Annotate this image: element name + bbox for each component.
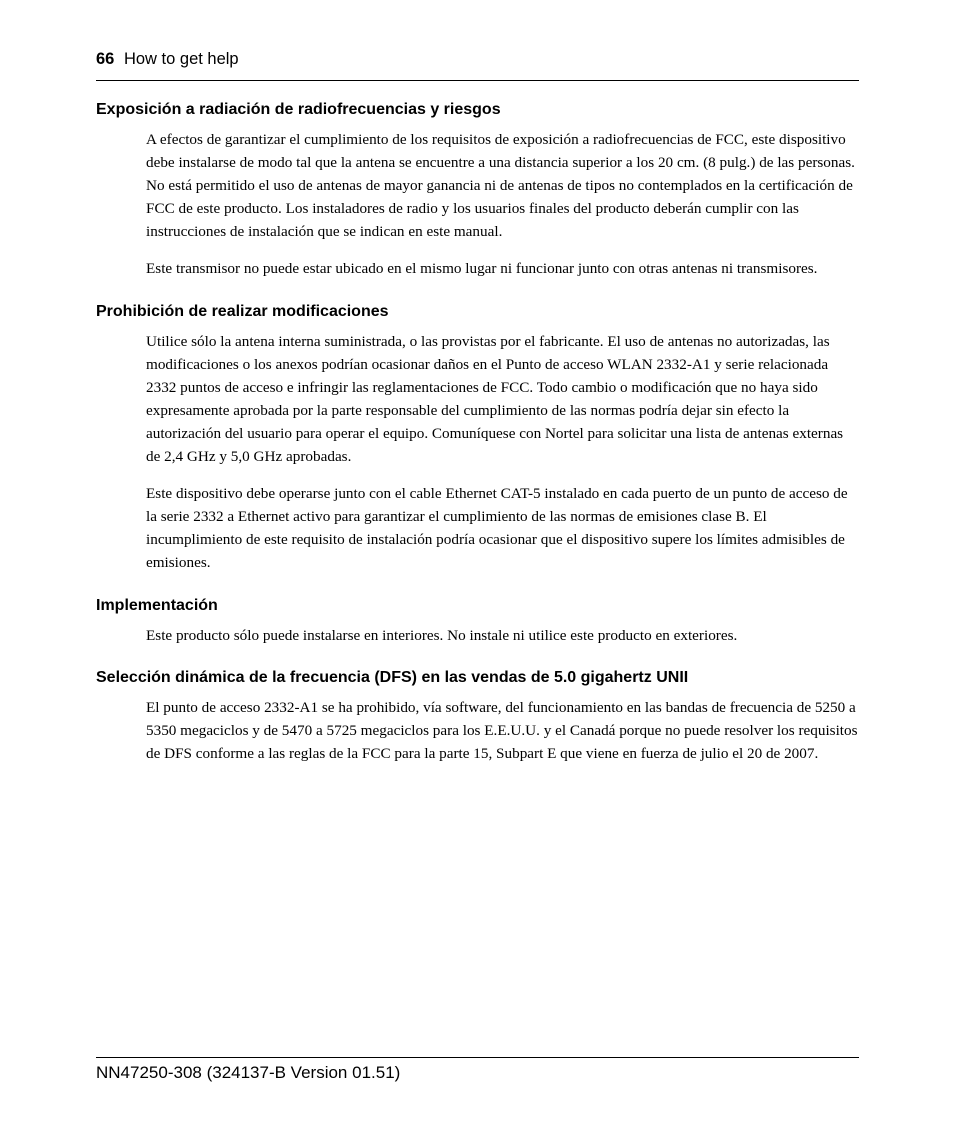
page-number: 66 [96,50,115,68]
section-heading-dfs: Selección dinámica de la frecuencia (DFS) en las vendas de 5.0 gigahertz UNII [96,669,689,686]
section-heading-deployment: Implementación [96,597,218,614]
page-header [96,50,859,81]
paragraph: A efectos de garantizar el cumplimiento de los requisitos de exposición a radiofrecuencias de FCC, este dispositivo debe instalarse de modo tal que la antena se encuentre a una distancia superior a los 20 cm. (8 pulg.) de las personas. No está permitido el uso de antenas de mayor ganancia ni de antenas de tipos no contemplados en la certificación de FCC de este producto. Los instaladores de radio y los usuarios finales del producto deberán cumplir con las instrucciones de instalación que se indican en este manual. [146,131,855,240]
paragraph: Este transmisor no puede estar ubicado en el mismo lugar ni funcionar junto con otras antenas ni transmisores. [146,260,818,277]
paragraph: Utilice sólo la antena interna suministrada, o las provistas por el fabricante. El uso de antenas no autorizadas, las modificaciones o los anexos podrían ocasionar daños en el Punto de acceso WLAN 2332-A1 y serie relacionada 2332 puntos de acceso e infringir las reglamentaciones de FCC. Todo cambio o modificación que no haya sido expresamente aprobada por la parte responsable del cumplimiento de las normas podría dejar sin efecto la autorización del usuario para operar el equipo. Comuníquese con Nortel para solicitar una lista de antenas externas de 2,4 GHz y 5,0 GHz aprobadas. [146,333,844,465]
section-heading-modifications: Prohibición de realizar modificaciones [96,303,389,320]
paragraph: Este producto sólo puede instalarse en interiores. No instale ni utilice este producto en exteriores. [146,627,738,644]
page-footer [96,1057,859,1085]
paragraph: Este dispositivo debe operarse junto con el cable Ethernet CAT-5 instalado en cada puerto de un punto de acceso de la serie 2332 a Ethernet activo para garantizar el cumplimiento de las normas de emisiones clase B. El incumplimiento de este requisito de instalación podría ocasionar que el dispositivo supere los límites admisibles de emisiones. [146,485,848,571]
section-heading-rf-exposure: Exposición a radiación de radiofrecuencias y riesgos [96,101,501,118]
chapter-title: How to get help [123,50,239,68]
document-id: NN47250-308 (324137-B Version 01.51) [96,1063,401,1082]
paragraph: El punto de acceso 2332-A1 se ha prohibido, vía software, del funcionamiento en las bandas de frecuencia de 5250 a 5350 megaciclos y de 5470 a 5725 megaciclos para los E.E.U.U. y el Canadá porque no puede resolver los requisitos de DFS conforme a las reglas de la FCC para la parte 15, Subpart E que viene en fuerza de julio el 20 de 2007. [146,699,858,762]
page-content [96,98,859,765]
